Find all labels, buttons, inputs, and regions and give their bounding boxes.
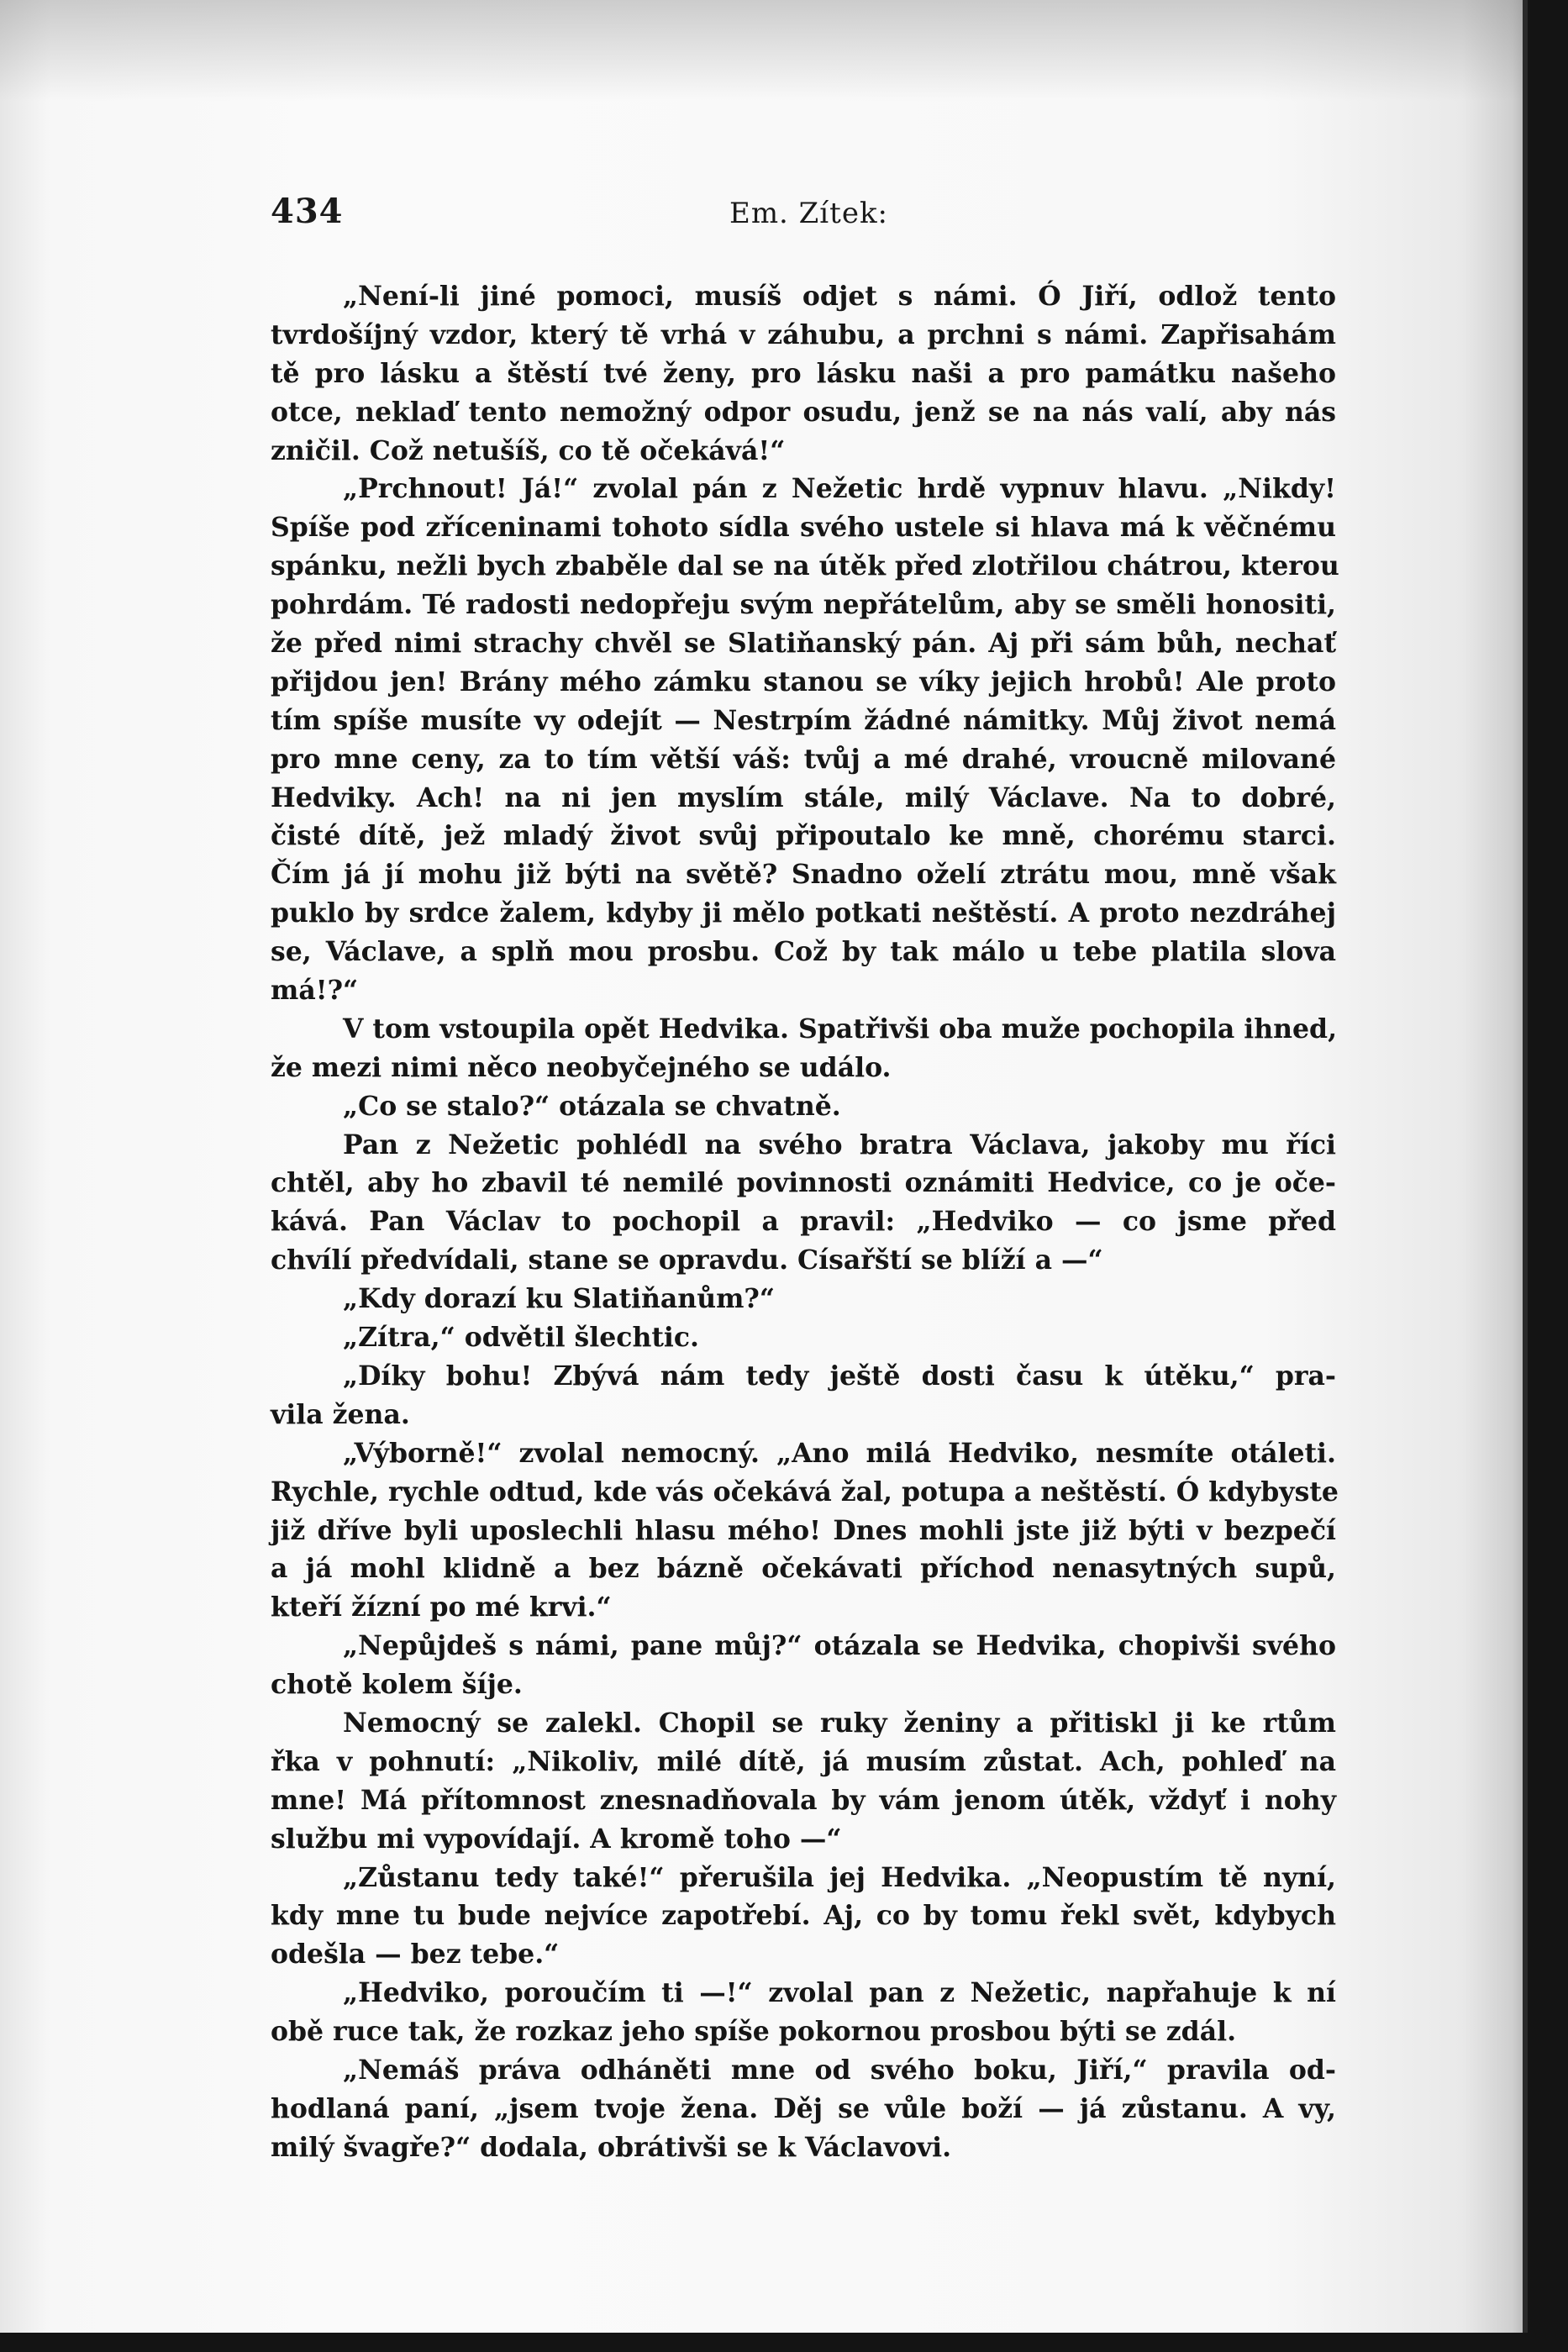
text-line: mne! Má přítomnost znesnadňovala by vám jenom útěk, vždyť i nohy bbox=[271, 1784, 1336, 1816]
text-line: obě ruce tak, že rozkaz jeho spíše pokornou prosbou býti se zdál. bbox=[271, 2016, 1237, 2048]
text-line: Pan z Nežetic pohlédl na svého bratra Václava, jakoby mu říci bbox=[343, 1129, 1336, 1160]
text-line: řka v pohnutí: „Nikoliv, milé dítě, já musím zůstat. Ach, pohleď na bbox=[271, 1745, 1336, 1777]
text-line: „Není-li jiné pomoci, musíš odjet s námi. Ó Jiří, odlož tento bbox=[343, 281, 1336, 312]
text-line: „Výborně!“ zvolal nemocný. „Ano milá Hedviko, nesmíte otáleti. bbox=[343, 1437, 1336, 1469]
text-line: chotě kolem šíje. bbox=[271, 1669, 523, 1701]
text-line: „Nepůjdeš s námi, pane můj?“ otázala se Hedvika, chopivši svého bbox=[343, 1630, 1336, 1662]
running-head-author: Em. Zítek: bbox=[729, 197, 889, 230]
text-line: tím spíše musíte vy odejít — Nestrpím žádné námitky. Můj život nemá bbox=[271, 704, 1336, 736]
page-header bbox=[271, 192, 1336, 242]
text-line: Rychle, rychle odtud, kde vás očekává žal, potupa a neštěstí. Ó kdybyste bbox=[271, 1476, 1339, 1507]
text-line: službu mi vypovídají. A kromě toho —“ bbox=[271, 1823, 842, 1855]
text-line: milý švagře?“ dodala, obrátivši se k Václavovi. bbox=[271, 2131, 952, 2163]
text-line: V tom vstoupila opět Hedvika. Spatřivši oba muže pochopila ihned, bbox=[343, 1013, 1338, 1044]
text-line: vila žena. bbox=[271, 1398, 410, 1430]
text-line: a já mohl klidně a bez bázně očekávati příchod nenasytných supů, bbox=[271, 1553, 1336, 1585]
text-line: „Zůstanu tedy také!“ přerušila jej Hedvika. „Neopustím tě nyní, bbox=[343, 1861, 1336, 1893]
text-line: že mezi nimi něco neobyčejného se událo. bbox=[271, 1051, 892, 1083]
text-line: pohrdám. Té radosti nedopřeju svým nepřátelům, aby se směli honositi, bbox=[271, 589, 1336, 621]
text-line: čisté dítě, jež mladý život svůj připoutalo ke mně, chorému starci. bbox=[271, 820, 1336, 852]
text-line: se, Václave, a splň mou prosbu. Což by tak málo u tebe platila slova bbox=[271, 936, 1336, 968]
text-line: zničil. Což netušíš, co tě očekává!“ bbox=[271, 434, 786, 466]
text-line: „Prchnout! Já!“ zvolal pán z Nežetic hrdě vypnuv hlavu. „Nikdy! bbox=[343, 473, 1336, 505]
text-line: hodlaná paní, „jsem tvoje žena. Děj se vůle boží — já zůstanu. A vy, bbox=[271, 2092, 1336, 2124]
text-line: Hedviky. Ach! na ni jen myslím stále, milý Václave. Na to dobré, bbox=[271, 781, 1336, 813]
text-line: chvílí předvídali, stane se opravdu. Císařští se blíží a —“ bbox=[271, 1244, 1103, 1276]
text-line: odešla — bez tebe.“ bbox=[271, 1939, 560, 1971]
text-line: puklo by srdce žalem, kdyby ji mělo potkati neštěstí. A proto nezdráhej bbox=[271, 897, 1336, 929]
text-line: Spíše pod zříceninami tohoto sídla svého ustele si hlava má k věčnému bbox=[271, 512, 1336, 544]
text-line: „Díky bohu! Zbývá nám tedy ještě dosti času k útěku,“ pra- bbox=[343, 1360, 1336, 1392]
text-line: že před nimi strachy chvěl se Slatiňanský pán. Aj při sám bůh, nechať bbox=[271, 628, 1336, 660]
text-line: kdy mne tu bude nejvíce zapotřebí. Aj, co by tomu řekl svět, kdybych bbox=[271, 1900, 1336, 1932]
text-line: otce, neklaď tento nemožný odpor osudu, jenž se na nás valí, aby nás bbox=[271, 396, 1336, 428]
page-edge-shadow bbox=[1523, 0, 1528, 2333]
text-line: chtěl, aby ho zbavil té nemilé povinnosti oznámiti Hedvice, co je oče- bbox=[271, 1167, 1336, 1199]
text-line: přijdou jen! Brány mého zámku stanou se víky jejich hrobů! Ale proto bbox=[271, 666, 1336, 697]
text-line: již dříve byli uposlechli hlasu mého! Dnes mohli jste již býti v bezpečí bbox=[271, 1514, 1336, 1546]
text-line: kteří žízní po mé krvi.“ bbox=[271, 1592, 612, 1623]
text-line: tvrdošíjný vzdor, který tě vrhá v záhubu, a prchni s námi. Zapřisahám bbox=[271, 318, 1336, 350]
text-line: „Co se stalo?“ otázala se chvatně. bbox=[343, 1090, 841, 1122]
text-line: tě pro lásku a štěstí tvé ženy, pro lásku naši a pro památku našeho bbox=[271, 357, 1336, 389]
text-line: má!?“ bbox=[271, 975, 359, 1007]
text-line: „Nemáš práva odháněti mne od svého boku, Jiří,“ pravila od- bbox=[343, 2054, 1336, 2086]
text-line: spánku, nežli bych zbaběle dal se na útěk před zlotřilou chátrou, kterou bbox=[271, 550, 1339, 582]
text-line: pro mne ceny, za to tím větší váš: tvůj a mé drahé, vroucně milované bbox=[271, 743, 1336, 775]
page-body-text bbox=[271, 277, 1339, 2167]
text-line: kává. Pan Václav to pochopil a pravil: „Hedviko — co jsme před bbox=[271, 1206, 1336, 1238]
page-number: 434 bbox=[271, 192, 344, 231]
text-line: „Hedviko, poroučím ti —!“ zvolal pan z Nežetic, napřahuje k ní bbox=[343, 1977, 1336, 2009]
text-line: Nemocný se zalekl. Chopil se ruky ženiny a přitiskl ji ke rtům bbox=[343, 1707, 1336, 1739]
text-line: Čím já jí mohu již býti na světě? Snadno oželí ztrátu mou, mně však bbox=[271, 859, 1336, 891]
text-line: „Zítra,“ odvětil šlechtic. bbox=[343, 1322, 700, 1354]
text-line: „Kdy dorazí ku Slatiňanům?“ bbox=[343, 1283, 776, 1315]
